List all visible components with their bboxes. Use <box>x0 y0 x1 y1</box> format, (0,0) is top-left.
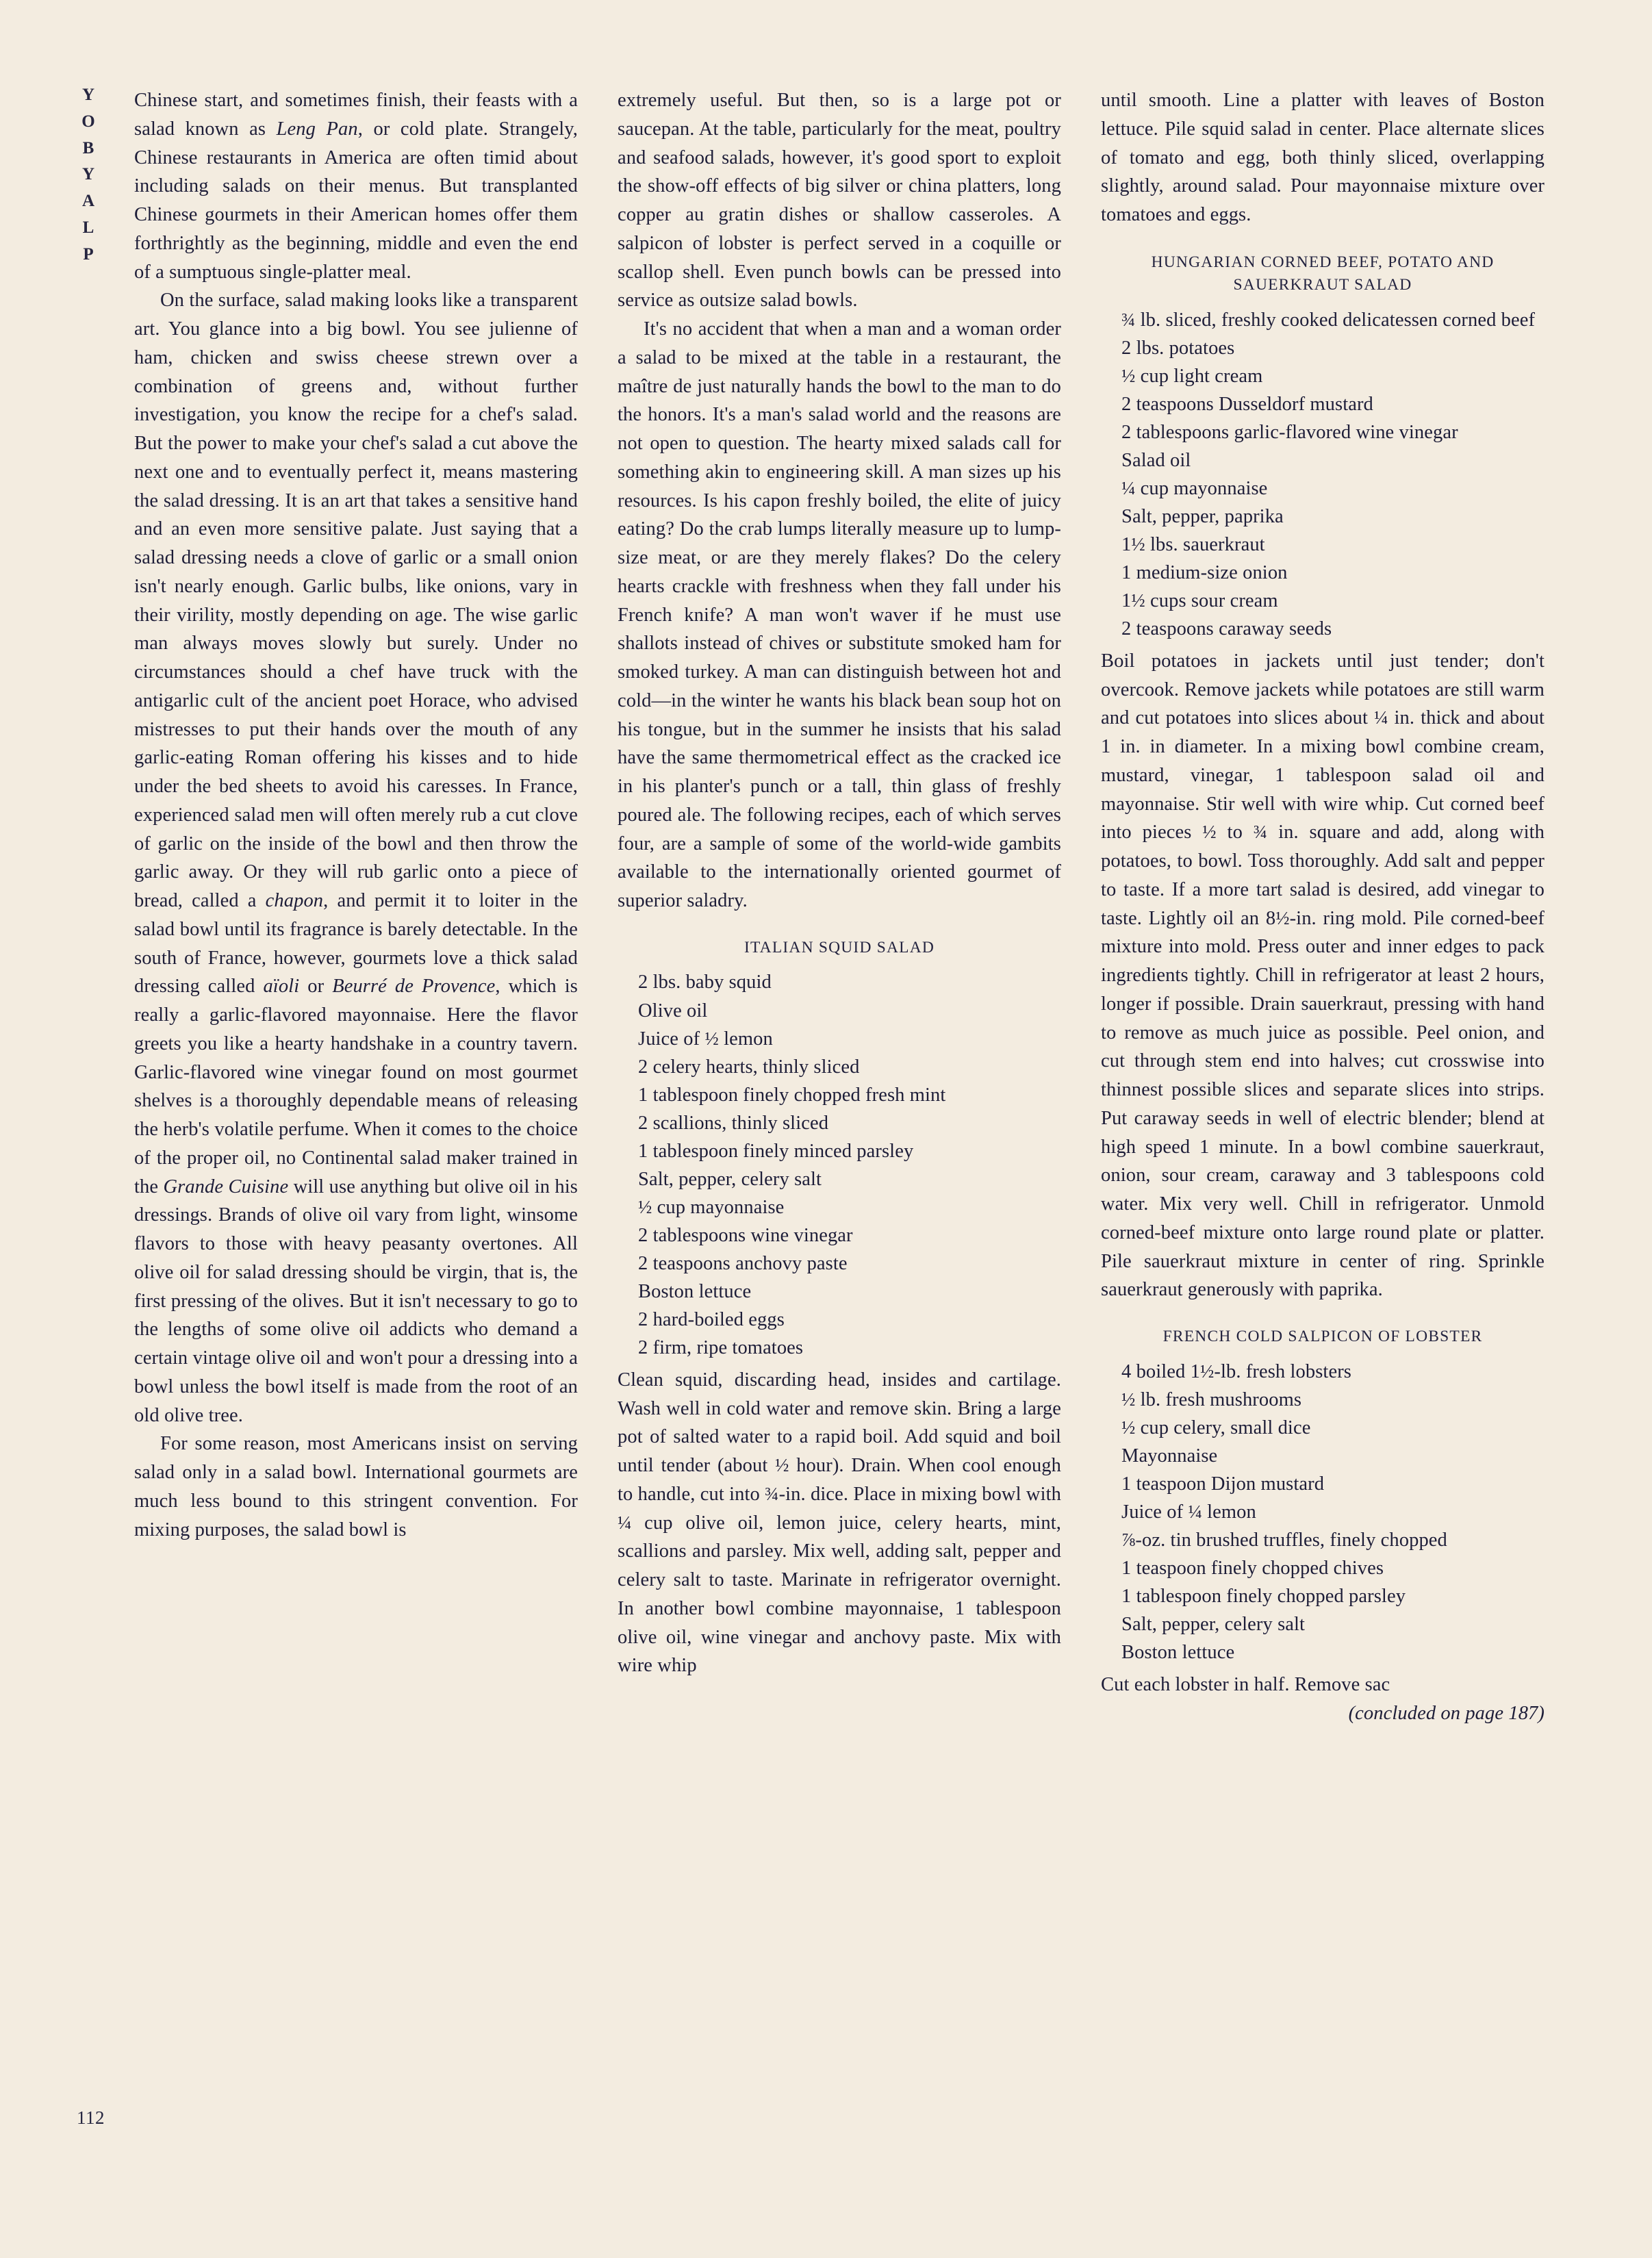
ingredient-item: 2 tablespoons garlic-flavored wine vinegar <box>1121 421 1458 443</box>
ingredient-item: 2 teaspoons Dusseldorf mustard <box>1121 393 1373 415</box>
ingredient-list-italian-squid-salad <box>618 968 1061 1361</box>
ingredient-item: 1 teaspoon Dijon mustard <box>1121 1473 1325 1495</box>
paragraph: On the surface, salad making looks like a transparent art. You glance into a big bowl. You see julienne of ham, chicken and swiss cheese strewn over a combination of greens and, without further investigation, you know the recipe for a chef's salad. But the power to make your chef's salad a cut above the next one and to eventually perfect it, means mastering the salad dressing. It is an art that takes a sensitive hand and an even more sensitive palate. Just saying that a salad dressing needs a clove of garlic or a small onion isn't nearly enough. Garlic bulbs, like onions, vary in their virility, mostly depending on age. The wise garlic man always moves slowly but surely. Under no circumstances should a chef have truck with the antigarlic cult of the ancient poet Horace, who advised mistresses to put their hands over the mouth of any garlic-eating Roman offering his kisses and to hide under the bed sheets to avoid his caresses. In France, experienced salad men will often merely rub a cut clove of garlic on the inside of the bowl and then throw the garlic away. Or they will rub garlic onto a piece of bread, called a chapon, and permit it to loiter in the salad bowl until its fragrance is barely detectable. In the south of France, however, gourmets love a thick salad dressing called aïoli or Beurré de Provence, which is really a garlic-flavored mayonnaise. Here the flavor greets you like a hearty handshake in a country tavern. Garlic-flavored wine vinegar found on most gourmet shelves is a thoroughly dependable means of releasing the herb's volatile perfume. When it comes to the choice of the proper oil, no Continental salad maker trained in the Grande Cuisine will use anything but olive oil in his dressings. Brands of olive oil vary from light, winsome flavors to those with heavy peasanty overtones. All olive oil for salad dressing should be virgin, that is, the first pressing of the olives. But it isn't necessary to go to the lengths of some olive oil addicts who demand a certain vintage olive oil and won't pour a dressing into a bowl unless the bowl itself is made from the root of an old olive tree. <box>134 290 578 1426</box>
ingredient-item: 1 tablespoon finely chopped parsley <box>1121 1586 1406 1608</box>
recipe-title-line-2: SAUERKRAUT SALAD <box>1233 275 1412 294</box>
ingredient-item: 2 scallions, thinly sliced <box>638 1112 829 1134</box>
ingredient-item: 1 tablespoon finely chopped fresh mint <box>638 1084 946 1106</box>
ingredient-item: Boston lettuce <box>638 1280 752 1302</box>
ingredient-item: 4 boiled 1½-lb. fresh lobsters <box>1121 1360 1351 1382</box>
paragraph: For some reason, most Americans insist on serving salad only in a salad bowl. International gourmets are much less bound to this stringent convention. For mixing purposes, the salad bowl is <box>134 1433 578 1540</box>
ingredient-item: ¼ cup mayonnaise <box>1121 477 1268 499</box>
ingredient-item: 1½ lbs. sauerkraut <box>1121 533 1265 555</box>
ingredient-item: 2 lbs. potatoes <box>1121 337 1235 359</box>
column-one <box>134 86 578 2147</box>
ingredient-item: ½ cup mayonnaise <box>638 1196 785 1218</box>
ingredient-item: 1 medium-size onion <box>1121 561 1288 583</box>
column-three <box>1101 86 1545 2147</box>
ingredient-item: 2 celery hearts, thinly sliced <box>638 1056 860 1078</box>
ingredient-item: 1 teaspoon finely chopped chives <box>1121 1558 1384 1580</box>
brand-letter-b: B <box>82 138 96 157</box>
ingredient-item: Juice of ¼ lemon <box>1121 1501 1256 1523</box>
recipe-method: Clean squid, discarding head, insides and cartilage. Wash well in cold water and remove skin. Bring a large pot of salted water to a rapid boil. Add squid and boil until tender (about ½ hour). Drain. When cool enough to handle, cut into ¾-in. dice. Place in mixing bowl with ¼ cup olive oil, lemon juice, celery hearts, mint, scallions and parsley. Mix well, adding salt, pepper and celery salt to taste. Marinate in refrigerator overnight. In another bowl combine mayonnaise, 1 tablespoon olive oil, wine vinegar and anchovy paste. Mix with wire whip <box>618 1369 1061 1677</box>
ingredient-item: 2 tablespoons wine vinegar <box>638 1224 853 1246</box>
recipe-title-line-1: HUNGARIAN CORNED BEEF, POTATO AND <box>1151 253 1495 271</box>
ingredient-item: 1½ cups sour cream <box>1121 589 1278 611</box>
ingredient-item: Boston lettuce <box>1121 1642 1235 1664</box>
article-columns <box>134 86 1545 2147</box>
recipe-title-french-salpicon: FRENCH COLD SALPICON OF LOBSTER <box>1162 1328 1483 1346</box>
paragraph: Chinese start, and sometimes finish, their feasts with a salad known as Leng Pan, or cold plate. Strangely, Chinese restaurants in America are often timid about including salads on their menus. But transplanted Chinese gourmets in their American homes offer them forthrightly as the beginning, middle and even the end of a sumptuous single-platter meal. <box>134 90 578 283</box>
ingredient-item: ½ lb. fresh mushrooms <box>1121 1388 1302 1410</box>
ingredient-item: ½ cup celery, small dice <box>1121 1417 1311 1438</box>
ingredient-item: 2 firm, ripe tomatoes <box>638 1336 804 1358</box>
paragraph-continuation: until smooth. Line a platter with leaves of Boston lettuce. Pile squid salad in center. Place alternate slices of tomato and egg, both thinly sliced, overlapping slightly, around salad. Pour mayonnaise mixture over tomatoes and eggs. <box>1101 90 1545 225</box>
brand-letter-o: O <box>81 112 97 131</box>
ingredient-item: 2 lbs. baby squid <box>638 972 772 993</box>
continued-note: (concluded on page 187) <box>1348 1702 1545 1724</box>
brand-letter-a: A <box>81 192 97 210</box>
ingredient-item: 2 hard-boiled eggs <box>638 1308 785 1330</box>
brand-letter-y2: Y <box>81 165 97 184</box>
ingredient-item: Juice of ½ lemon <box>638 1028 773 1050</box>
playboy-vertical-logo <box>75 82 103 268</box>
ingredient-list-hungarian-salad <box>1101 306 1545 643</box>
page-number: 112 <box>77 2107 105 2128</box>
paragraph: It's no accident that when a man and a woman order a salad to be mixed at the table in a restaurant, the maître de just naturally hands the bowl to the man to do the honors. It's a man's salad world and the reasons are not open to question. The hearty mixed salads call for something akin to engineering skill. A man sizes up his resources. Is his capon freshly boiled, the elite of juicy eating? Do the crab lumps literally measure up to lump-size meat, or are they merely flakes? Do the celery hearts crackle with freshness when they fall under his French knife? A man won't waver if he must use shallots instead of chives or substitute smoked ham for smoked turkey. A man can distinguish between hot and cold—in the winter he wants his black bean soup hot on his tongue, but in the summer he insists that his salad have the same thermometrical effect as the cracked ice in his planter's punch or a tall, thin glass of freshly poured ale. The following recipes, each of which serves four, are a sample of some of the world-wide gambits available to the internationally oriented gourmet of superior saladry. <box>618 318 1061 911</box>
ingredient-item: ¾ lb. sliced, freshly cooked delicatessen corned beef <box>1121 309 1536 331</box>
recipe-title-hungarian-salad <box>1101 251 1545 296</box>
recipe-title-italian-squid-salad: ITALIAN SQUID SALAD <box>744 938 935 956</box>
ingredient-item: 2 teaspoons anchovy paste <box>638 1252 848 1274</box>
ingredient-item: Salt, pepper, celery salt <box>638 1168 822 1190</box>
ingredient-list-french-salpicon <box>1101 1358 1545 1666</box>
brand-letter-y: Y <box>81 86 97 104</box>
column-two <box>618 86 1061 2147</box>
ingredient-item: Salad oil <box>1121 449 1191 471</box>
brand-letter-p: P <box>83 244 95 264</box>
paragraph: extremely useful. But then, so is a large pot or saucepan. At the table, particularly for the meat, poultry and seafood salads, however, it's good sport to exploit the show-off effects of big silver or china platters, long copper au gratin dishes or shallow casseroles. A salpicon of lobster is perfect served in a coquille or scallop shell. Even punch bowls can be pressed into service as outsize salad bowls. <box>618 90 1061 312</box>
ingredient-item: Olive oil <box>638 1000 708 1022</box>
recipe-method: Boil potatoes in jackets until just tender; don't overcook. Remove jackets while potatoes are still warm and cut potatoes into slices about ¼ in. thick and about 1 in. in diameter. In a mixing bowl combine cream, mustard, vinegar, 1 tablespoon salad oil and mayonnaise. Stir well with wire whip. Cut corned beef into pieces ½ to ¾ in. square and add, along with potatoes, to bowl. Toss thoroughly. Add salt and pepper to taste. If a more tart salad is desired, add vinegar to taste. Lightly oil an 8½-in. ring mold. Pile corned-beef mixture into mold. Press outer and inner edges to pack ingredients tightly. Chill in refrigerator at least 2 hours, longer if possible. Drain sauerkraut, pressing with hand to remove as much juice as possible. Peel onion, and cut through stem end into halves; cut crosswise into thinnest possible slices and separate slices into strips. Put caraway seeds in well of electric blender; blend at high speed 1 minute. In a bowl combine sauerkraut, onion, sour cream, caraway and 3 tablespoons cold water. Mix very well. Chill in refrigerator. Unmold corned-beef mixture onto large round plate or platter. Pile sauerkraut mixture in center of ring. Sprinkle sauerkraut generously with paprika. <box>1101 650 1545 1301</box>
ingredient-item: ½ cup light cream <box>1121 365 1263 387</box>
ingredient-item: Mayonnaise <box>1121 1445 1218 1467</box>
ingredient-item: Salt, pepper, paprika <box>1121 505 1284 527</box>
brand-letter-l: L <box>82 218 96 237</box>
recipe-method: Cut each lobster in half. Remove sac <box>1101 1674 1390 1696</box>
ingredient-item: ⅞-oz. tin brushed truffles, finely chopped <box>1121 1530 1447 1551</box>
ingredient-item: 1 tablespoon finely minced parsley <box>638 1140 914 1162</box>
ingredient-item: 2 teaspoons caraway seeds <box>1121 618 1332 639</box>
ingredient-item: Salt, pepper, celery salt <box>1121 1614 1306 1636</box>
